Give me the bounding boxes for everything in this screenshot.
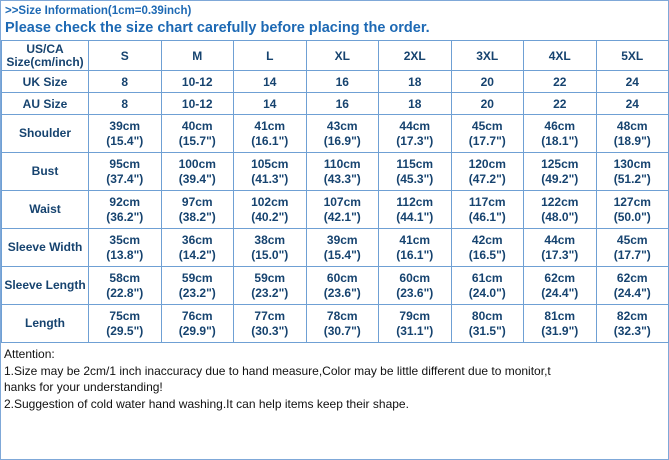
header-cell-size: 5XL <box>596 41 669 71</box>
row-label: Shoulder <box>2 115 89 153</box>
value-inch: (24.4") <box>613 285 651 300</box>
value-cm: 39cm <box>326 232 358 247</box>
value-cm: 44cm <box>399 118 431 133</box>
value-cm: 100cm <box>178 156 216 171</box>
table-header-row <box>2 41 669 71</box>
measurement-cell <box>596 153 669 191</box>
value-cm: 45cm <box>471 118 503 133</box>
value-cm: 46cm <box>544 118 576 133</box>
value-cm: 122cm <box>541 194 579 209</box>
value-inch: (24.4") <box>541 285 579 300</box>
measurement-cell <box>451 115 524 153</box>
measurement-cell <box>234 115 307 153</box>
cell-uk-size: 24 <box>596 71 669 93</box>
value-inch: (36.2") <box>106 209 144 224</box>
value-cm: 39cm <box>109 118 141 133</box>
measurement-cell <box>89 305 162 343</box>
value-cm: 92cm <box>109 194 141 209</box>
header-label-line2: Size(cm/inch) <box>6 54 84 69</box>
measurement-cell <box>379 267 452 305</box>
value-inch: (15.7") <box>178 133 216 148</box>
value-cm: 125cm <box>541 156 579 171</box>
value-cm: 95cm <box>109 156 141 171</box>
measurement-cell <box>524 153 597 191</box>
value-cm: 115cm <box>396 156 434 171</box>
value-cm: 120cm <box>468 156 506 171</box>
header-cell-size: 4XL <box>524 41 597 71</box>
value-cm: 117cm <box>468 194 506 209</box>
measurement-cell <box>161 229 234 267</box>
measurement-cell <box>89 191 162 229</box>
table-row <box>2 191 669 229</box>
value-inch: (30.3") <box>251 323 289 338</box>
measurement-cell <box>379 191 452 229</box>
value-inch: (30.7") <box>323 323 361 338</box>
value-inch: (51.2") <box>613 171 651 186</box>
value-inch: (38.2") <box>178 209 216 224</box>
value-inch: (46.1") <box>468 209 506 224</box>
value-cm: 43cm <box>326 118 358 133</box>
value-inch: (23.6") <box>323 285 361 300</box>
value-inch: (42.1") <box>323 209 361 224</box>
cell-uk-size: 8 <box>89 71 162 93</box>
row-label: Bust <box>2 153 89 191</box>
header-label-line1: US/CA <box>26 41 64 56</box>
value-inch: (32.3") <box>613 323 651 338</box>
table-row-au-size <box>2 93 669 115</box>
value-inch: (31.5") <box>468 323 506 338</box>
value-cm: 80cm <box>471 308 503 323</box>
value-inch: (18.1") <box>541 133 579 148</box>
value-inch: (23.2") <box>178 285 216 300</box>
measurement-cell <box>306 267 379 305</box>
value-inch: (15.0") <box>251 247 289 262</box>
cell-au-size: 22 <box>524 93 597 115</box>
value-cm: 105cm <box>251 156 289 171</box>
value-cm: 77cm <box>254 308 286 323</box>
value-inch: (16.1") <box>396 247 434 262</box>
cell-au-size: 24 <box>596 93 669 115</box>
row-label-au-size: AU Size <box>2 93 89 115</box>
attention-note-1: 1.Size may be 2cm/1 inch inaccuracy due to hand measure,Color may be little different due to monitor,t <box>4 363 551 378</box>
value-inch: (16.5") <box>468 247 506 262</box>
header-cell-size: L <box>234 41 307 71</box>
measurement-cell <box>596 305 669 343</box>
value-inch: (16.9") <box>323 133 361 148</box>
measurement-cell <box>161 191 234 229</box>
measurement-cell <box>451 191 524 229</box>
value-inch: (29.9") <box>178 323 216 338</box>
value-cm: 78cm <box>326 308 358 323</box>
measurement-cell <box>89 153 162 191</box>
value-cm: 81cm <box>544 308 576 323</box>
size-chart-table <box>1 40 669 343</box>
attention-notes <box>1 343 668 412</box>
value-cm: 127cm <box>613 194 651 209</box>
value-inch: (37.4") <box>106 171 144 186</box>
value-cm: 36cm <box>181 232 213 247</box>
cell-au-size: 16 <box>306 93 379 115</box>
measurement-cell <box>161 115 234 153</box>
value-inch: (13.8") <box>106 247 144 262</box>
measurement-cell <box>306 229 379 267</box>
size-chart-subtitle: Please check the size chart carefully before placing the order. <box>5 20 430 36</box>
measurement-cell <box>306 115 379 153</box>
measurement-cell <box>524 267 597 305</box>
measurement-cell <box>161 153 234 191</box>
value-cm: 61cm <box>471 270 503 285</box>
value-inch: (17.7") <box>613 247 651 262</box>
measurement-cell <box>161 267 234 305</box>
cell-au-size: 8 <box>89 93 162 115</box>
cell-au-size: 14 <box>234 93 307 115</box>
header-cell-size: S <box>89 41 162 71</box>
measurement-cell <box>379 115 452 153</box>
header-cell-size-unit <box>2 41 89 71</box>
measurement-cell <box>234 305 307 343</box>
cell-uk-size: 10-12 <box>161 71 234 93</box>
measurement-cell <box>524 115 597 153</box>
value-cm: 62cm <box>544 270 576 285</box>
cell-uk-size: 20 <box>451 71 524 93</box>
size-information-heading: >>Size Information(1cm=0.39inch) <box>5 5 192 17</box>
value-cm: 38cm <box>254 232 286 247</box>
value-cm: 60cm <box>326 270 358 285</box>
value-inch: (14.2") <box>178 247 216 262</box>
measurement-cell <box>596 115 669 153</box>
measurement-cell <box>89 115 162 153</box>
table-row <box>2 153 669 191</box>
value-cm: 107cm <box>323 194 361 209</box>
value-inch: (17.3") <box>541 247 579 262</box>
measurement-cell <box>379 305 452 343</box>
table-row <box>2 267 669 305</box>
value-inch: (45.3") <box>396 171 434 186</box>
header-cell-size: 3XL <box>451 41 524 71</box>
value-cm: 60cm <box>399 270 431 285</box>
measurement-cell <box>234 229 307 267</box>
value-cm: 102cm <box>251 194 289 209</box>
value-cm: 82cm <box>616 308 648 323</box>
value-cm: 110cm <box>323 156 361 171</box>
measurement-cell <box>379 229 452 267</box>
measurement-cell <box>306 305 379 343</box>
table-row <box>2 305 669 343</box>
value-inch: (23.6") <box>396 285 434 300</box>
attention-title: Attention: <box>4 347 55 361</box>
value-cm: 59cm <box>254 270 286 285</box>
cell-uk-size: 22 <box>524 71 597 93</box>
value-cm: 130cm <box>613 156 651 171</box>
value-inch: (15.4") <box>323 247 361 262</box>
row-label: Length <box>2 305 89 343</box>
measurement-cell <box>596 191 669 229</box>
cell-au-size: 18 <box>379 93 452 115</box>
measurement-cell <box>524 191 597 229</box>
value-cm: 76cm <box>181 308 213 323</box>
value-inch: (24.0") <box>468 285 506 300</box>
value-inch: (41.3") <box>251 171 289 186</box>
value-cm: 112cm <box>396 194 434 209</box>
cell-au-size: 20 <box>451 93 524 115</box>
row-label: Sleeve Width <box>2 229 89 267</box>
cell-uk-size: 18 <box>379 71 452 93</box>
table-row-uk-size <box>2 71 669 93</box>
value-inch: (48.0") <box>541 209 579 224</box>
measurement-cell <box>524 305 597 343</box>
cell-uk-size: 16 <box>306 71 379 93</box>
row-label-uk-size: UK Size <box>2 71 89 93</box>
measurement-cell <box>379 153 452 191</box>
value-cm: 41cm <box>254 118 286 133</box>
measurement-cell <box>451 267 524 305</box>
measurement-cell <box>89 229 162 267</box>
cell-au-size: 10-12 <box>161 93 234 115</box>
cell-uk-size: 14 <box>234 71 307 93</box>
value-inch: (23.2") <box>251 285 289 300</box>
measurement-cell <box>234 267 307 305</box>
header-cell-size: M <box>161 41 234 71</box>
value-inch: (15.4") <box>106 133 144 148</box>
value-inch: (43.3") <box>323 171 361 186</box>
measurement-cell <box>89 267 162 305</box>
value-cm: 44cm <box>544 232 576 247</box>
value-inch: (44.1") <box>396 209 434 224</box>
value-inch: (29.5") <box>106 323 144 338</box>
value-cm: 97cm <box>181 194 213 209</box>
header-cell-size: XL <box>306 41 379 71</box>
value-inch: (39.4") <box>178 171 216 186</box>
measurement-cell <box>524 229 597 267</box>
value-inch: (18.9") <box>613 133 651 148</box>
header-cell-size: 2XL <box>379 41 452 71</box>
value-inch: (31.9") <box>541 323 579 338</box>
table-row <box>2 115 669 153</box>
measurement-cell <box>451 229 524 267</box>
measurement-cell <box>596 267 669 305</box>
measurement-cell <box>596 229 669 267</box>
value-cm: 45cm <box>616 232 648 247</box>
value-cm: 35cm <box>109 232 141 247</box>
attention-note-2: 2.Suggestion of cold water hand washing.It can help items keep their shape. <box>4 396 409 411</box>
row-label: Sleeve Length <box>2 267 89 305</box>
value-cm: 41cm <box>399 232 431 247</box>
attention-note-1-cont: hanks for your understanding! <box>4 380 163 394</box>
measurement-cell <box>451 153 524 191</box>
value-cm: 79cm <box>399 308 431 323</box>
value-inch: (49.2") <box>541 171 579 186</box>
measurement-cell <box>161 305 234 343</box>
value-cm: 58cm <box>109 270 141 285</box>
value-cm: 62cm <box>616 270 648 285</box>
value-cm: 48cm <box>616 118 648 133</box>
value-cm: 75cm <box>109 308 141 323</box>
value-inch: (22.8") <box>106 285 144 300</box>
value-cm: 42cm <box>471 232 503 247</box>
measurement-cell <box>451 305 524 343</box>
value-inch: (16.1") <box>251 133 289 148</box>
value-inch: (40.2") <box>251 209 289 224</box>
value-inch: (17.7") <box>468 133 506 148</box>
row-label: Waist <box>2 191 89 229</box>
value-inch: (31.1") <box>396 323 434 338</box>
value-inch: (50.0") <box>613 209 651 224</box>
value-inch: (17.3") <box>396 133 434 148</box>
measurement-cell <box>306 191 379 229</box>
value-cm: 40cm <box>181 118 213 133</box>
measurement-cell <box>234 191 307 229</box>
value-cm: 59cm <box>181 270 213 285</box>
table-row <box>2 229 669 267</box>
value-inch: (47.2") <box>468 171 506 186</box>
measurement-cell <box>306 153 379 191</box>
measurement-cell <box>234 153 307 191</box>
